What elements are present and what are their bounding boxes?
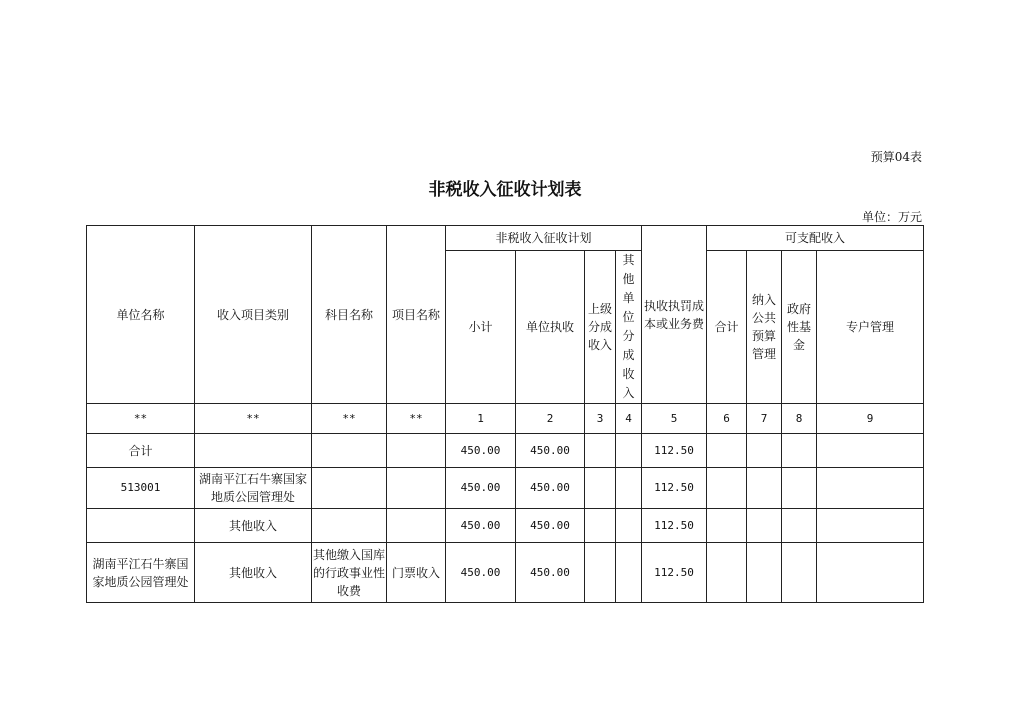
index-cell: 2 xyxy=(516,404,585,434)
cell-public-budget xyxy=(747,509,782,543)
cell-unit-collection: 450.00 xyxy=(516,434,585,468)
header-other-unit-share: 其 他 单 位 分 成 收 入 xyxy=(616,251,642,404)
header-disposable-group: 可支配收入 xyxy=(707,226,924,251)
cell-subject-name xyxy=(312,434,387,468)
index-cell: ** xyxy=(195,404,312,434)
index-cell: 3 xyxy=(585,404,616,434)
cell-collection-cost: 112.50 xyxy=(642,468,707,509)
cell-subject-name: 其他缴入国库的行政事业性收费 xyxy=(312,543,387,603)
header-plan-group: 非税收入征收计划 xyxy=(446,226,642,251)
cell-gov-fund xyxy=(782,543,817,603)
revenue-plan-table xyxy=(86,225,924,603)
cell-upper-share xyxy=(585,543,616,603)
cell-item-name: 门票收入 xyxy=(387,543,446,603)
index-cell: 5 xyxy=(642,404,707,434)
cell-unit-name: 合计 xyxy=(87,434,195,468)
cell-unit-collection: 450.00 xyxy=(516,509,585,543)
cell-gov-fund xyxy=(782,509,817,543)
index-cell: 7 xyxy=(747,404,782,434)
cell-subtotal: 450.00 xyxy=(446,468,516,509)
cell-other-unit-share xyxy=(616,509,642,543)
cell-collection-cost: 112.50 xyxy=(642,543,707,603)
header-revenue-category: 收入项目类别 xyxy=(195,226,312,404)
cell-public-budget xyxy=(747,434,782,468)
cell-special-account xyxy=(817,434,924,468)
index-cell: 1 xyxy=(446,404,516,434)
index-cell: ** xyxy=(387,404,446,434)
header-collection-cost: 执收执罚成本或业务费 xyxy=(642,226,707,404)
cell-upper-share xyxy=(585,468,616,509)
header-subject-name: 科目名称 xyxy=(312,226,387,404)
cell-other-unit-share xyxy=(616,543,642,603)
cell-upper-share xyxy=(585,434,616,468)
cell-revenue-category: 其他收入 xyxy=(195,543,312,603)
header-upper-share: 上级分成收入 xyxy=(585,251,616,404)
cell-special-account xyxy=(817,468,924,509)
header-item-name: 项目名称 xyxy=(387,226,446,404)
cell-public-budget xyxy=(747,468,782,509)
cell-item-name xyxy=(387,434,446,468)
cell-subtotal: 450.00 xyxy=(446,543,516,603)
cell-subtotal: 450.00 xyxy=(446,434,516,468)
cell-item-name xyxy=(387,468,446,509)
cell-item-name xyxy=(387,509,446,543)
index-cell: 9 xyxy=(817,404,924,434)
cell-gov-fund xyxy=(782,434,817,468)
cell-subject-name xyxy=(312,509,387,543)
form-code-label: 预算04表 xyxy=(870,150,922,164)
index-row xyxy=(87,404,924,434)
cell-special-account xyxy=(817,509,924,543)
cell-subtotal: 450.00 xyxy=(446,509,516,543)
cell-collection-cost: 112.50 xyxy=(642,509,707,543)
index-cell: ** xyxy=(312,404,387,434)
header-unit-name: 单位名称 xyxy=(87,226,195,404)
index-cell: ** xyxy=(87,404,195,434)
table-row xyxy=(87,509,924,543)
table-row xyxy=(87,468,924,509)
cell-unit-collection: 450.00 xyxy=(516,543,585,603)
table-row xyxy=(87,543,924,603)
cell-revenue-category xyxy=(195,434,312,468)
cell-total xyxy=(707,468,747,509)
cell-total xyxy=(707,434,747,468)
header-subtotal: 小计 xyxy=(446,251,516,404)
cell-upper-share xyxy=(585,509,616,543)
header-special-account: 专户管理 xyxy=(817,251,924,404)
index-cell: 6 xyxy=(707,404,747,434)
cell-total xyxy=(707,543,747,603)
header-public-budget: 纳入公共预算管理 xyxy=(747,251,782,404)
header-gov-fund: 政府性基金 xyxy=(782,251,817,404)
index-cell: 8 xyxy=(782,404,817,434)
cell-subject-name xyxy=(312,468,387,509)
cell-special-account xyxy=(817,543,924,603)
page-title: 非税收入征收计划表 xyxy=(428,180,582,200)
cell-gov-fund xyxy=(782,468,817,509)
cell-total xyxy=(707,509,747,543)
cell-collection-cost: 112.50 xyxy=(642,434,707,468)
cell-other-unit-share xyxy=(616,468,642,509)
cell-unit-name: 513001 xyxy=(87,468,195,509)
cell-public-budget xyxy=(747,543,782,603)
cell-other-unit-share xyxy=(616,434,642,468)
table-row xyxy=(87,434,924,468)
header-total: 合计 xyxy=(707,251,747,404)
header-row-1 xyxy=(87,226,924,251)
header-unit-collection: 单位执收 xyxy=(516,251,585,404)
cell-unit-collection: 450.00 xyxy=(516,468,585,509)
cell-revenue-category: 湖南平江石牛寨国家地质公园管理处 xyxy=(195,468,312,509)
cell-unit-name xyxy=(87,509,195,543)
unit-label: 单位：万元 xyxy=(861,210,922,224)
index-cell: 4 xyxy=(616,404,642,434)
cell-unit-name: 湖南平江石牛寨国家地质公园管理处 xyxy=(87,543,195,603)
cell-revenue-category: 其他收入 xyxy=(195,509,312,543)
